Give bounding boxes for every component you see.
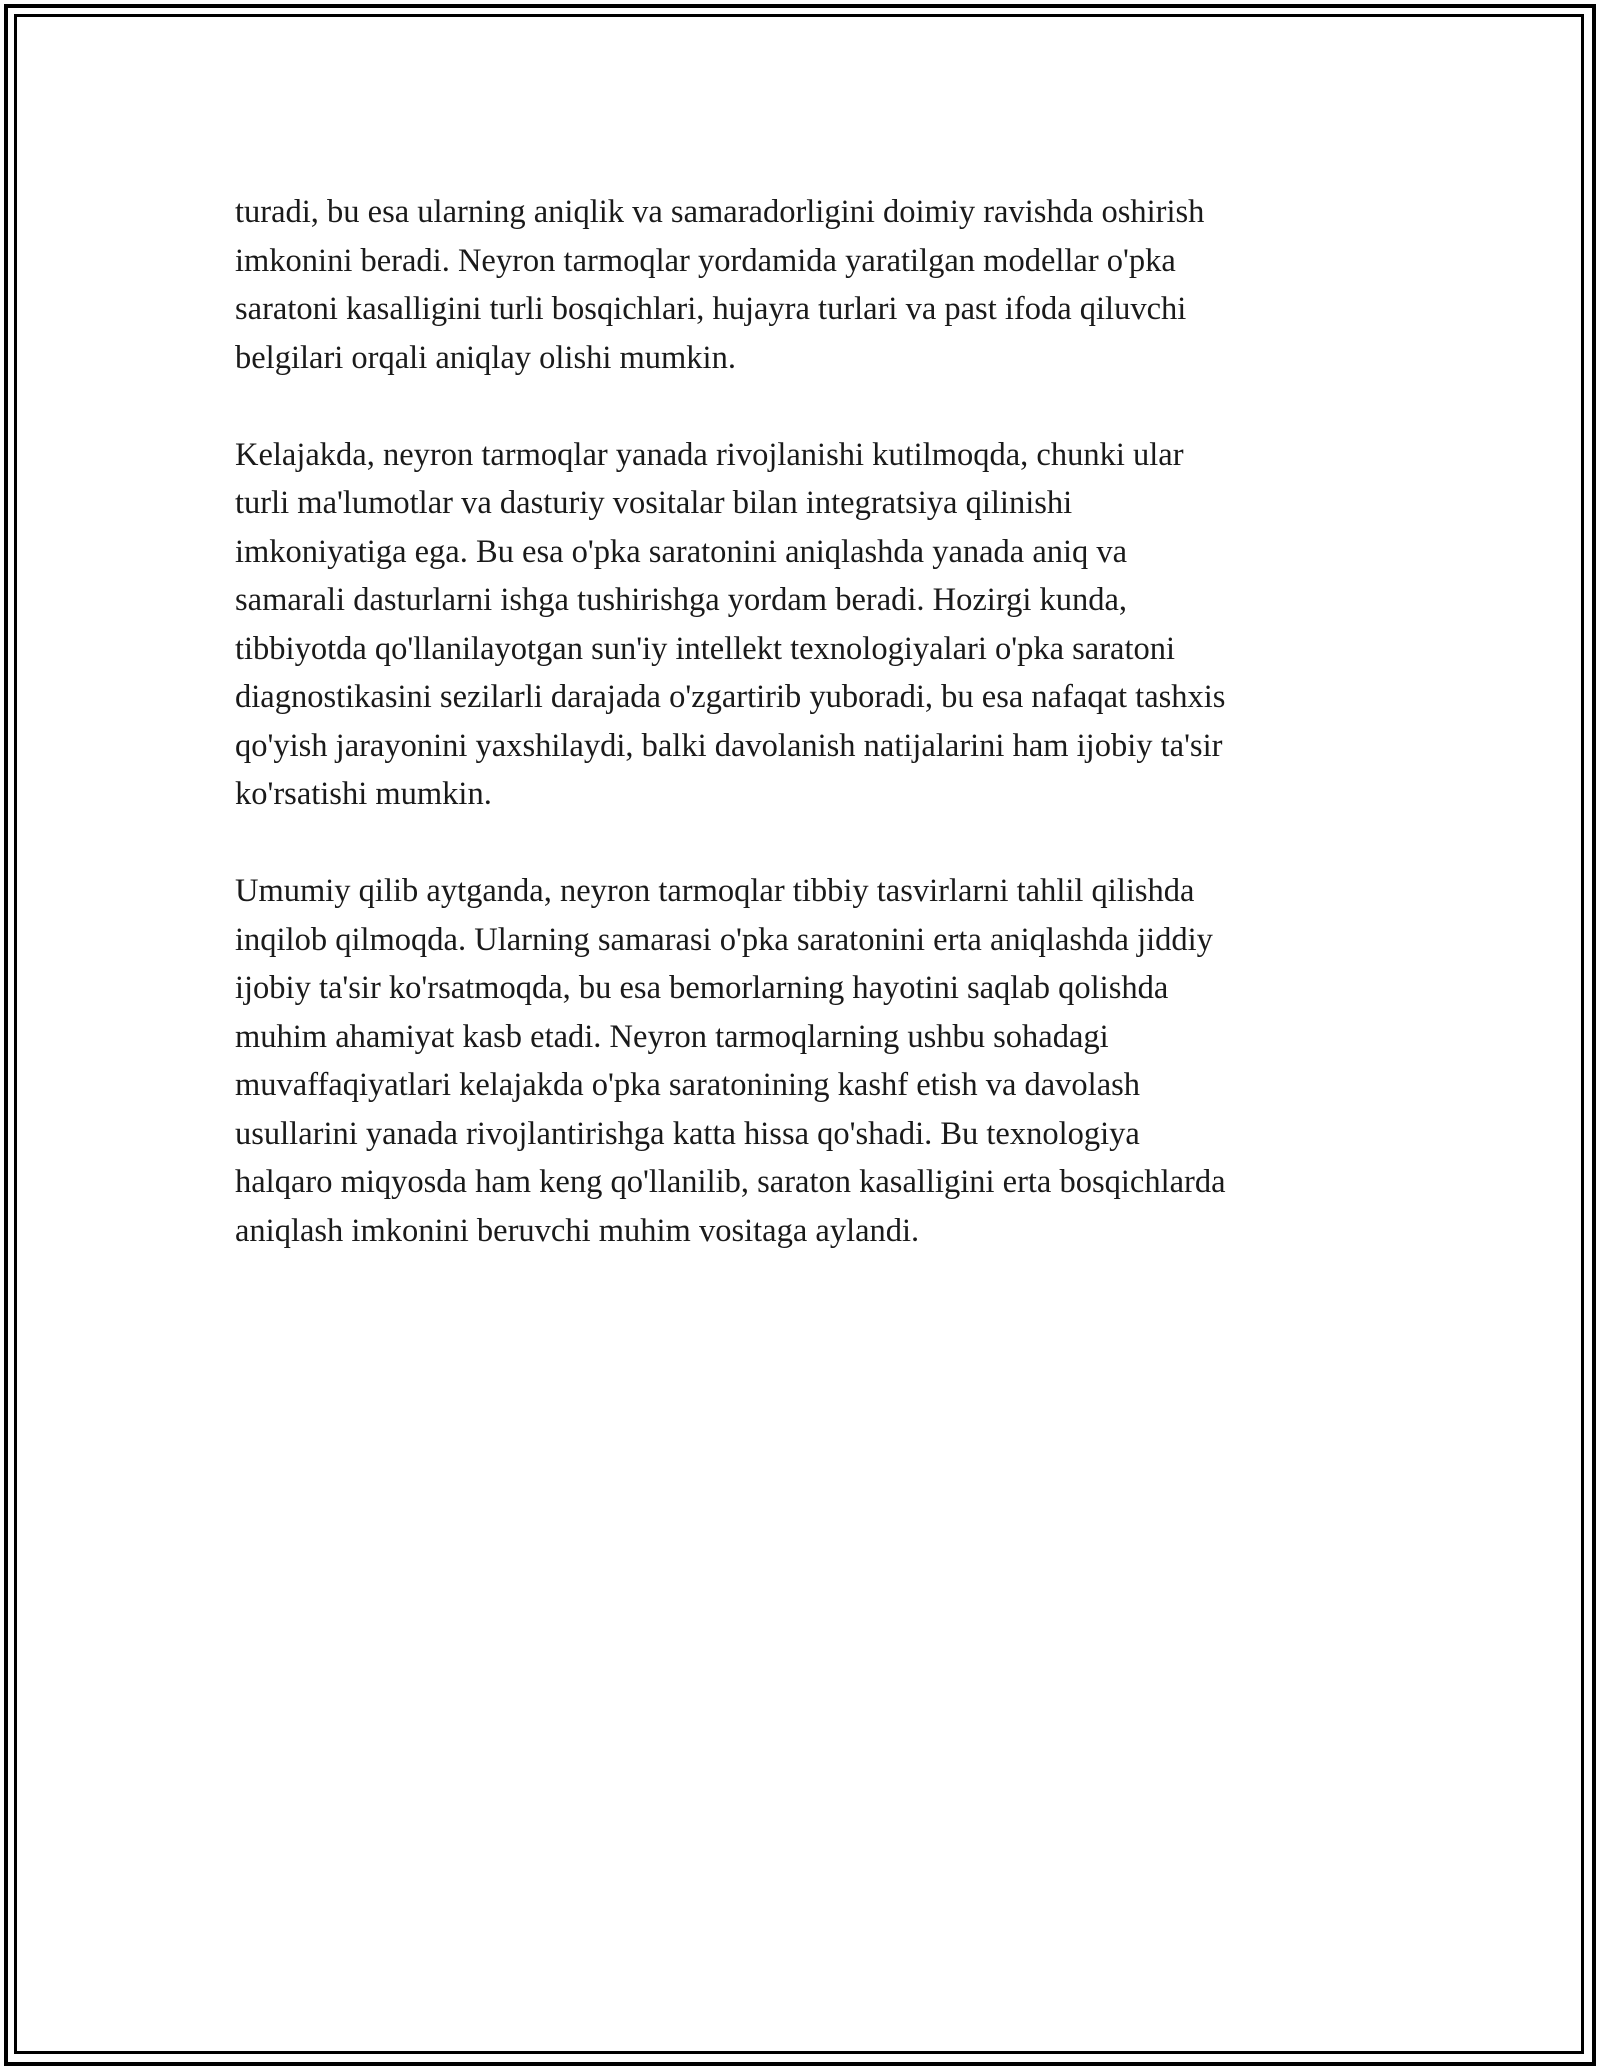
paragraph-1: turadi, bu esa ularning aniqlik va samaradorligini doimiy ravishda oshirish imkonini beradi. Neyron tarmoqlar yordamida yaratilgan modellar o'pka saratoni kasalligini turli bosqichlari, hujayra turlari va past ifoda qiluvchi belgilari orqali aniqlay olishi mumkin.: [235, 194, 1205, 376]
document-body: [235, 188, 1360, 1304]
paragraph-2: Kelajakda, neyron tarmoqlar yanada rivojlanishi kutilmoqda, chunki ular turli ma'lumotlar va dasturiy vositalar bilan integratsiya qilinishi imkoniyatiga ega. Bu esa o'pka saratonini aniqlashda yanada aniq va samarali dasturlarni ishga tushirishga yordam beradi. Hozirgi kunda, tibbiyotda qo'llanilayotgan sun'iy intellekt texnologiyalari o'pka saratoni diagnostikasini sezilarli darajada o'zgartirib yuboradi, bu esa nafaqat tashxis qo'yish jarayonini yaxshilaydi, balki davolanish natijalarini ham ijobiy ta'sir ko'rsatishi mumkin.: [235, 436, 1226, 812]
paragraph-3: Umumiy qilib aytganda, neyron tarmoqlar tibbiy tasvirlarni tahlil qilishda inqilob qilmoqda. Ularning samarasi o'pka saratonini erta aniqlashda jiddiy ijobiy ta'sir ko'rsatmoqda, bu esa bemorlarning hayotini saqlab qolishda muhim ahamiyat kasb etadi. Neyron tarmoqlarning ushbu sohadagi muvaffaqiyatlari kelajakda o'pka saratonining kashf etish va davolash usullarini yanada rivojlantirishga katta hissa qo'shadi. Bu texnologiya halqaro miqyosda ham keng qo'llanilib, saraton kasalligini erta bosqichlarda aniqlash imkonini beruvchi muhim vositaga aylandi.: [235, 873, 1226, 1249]
